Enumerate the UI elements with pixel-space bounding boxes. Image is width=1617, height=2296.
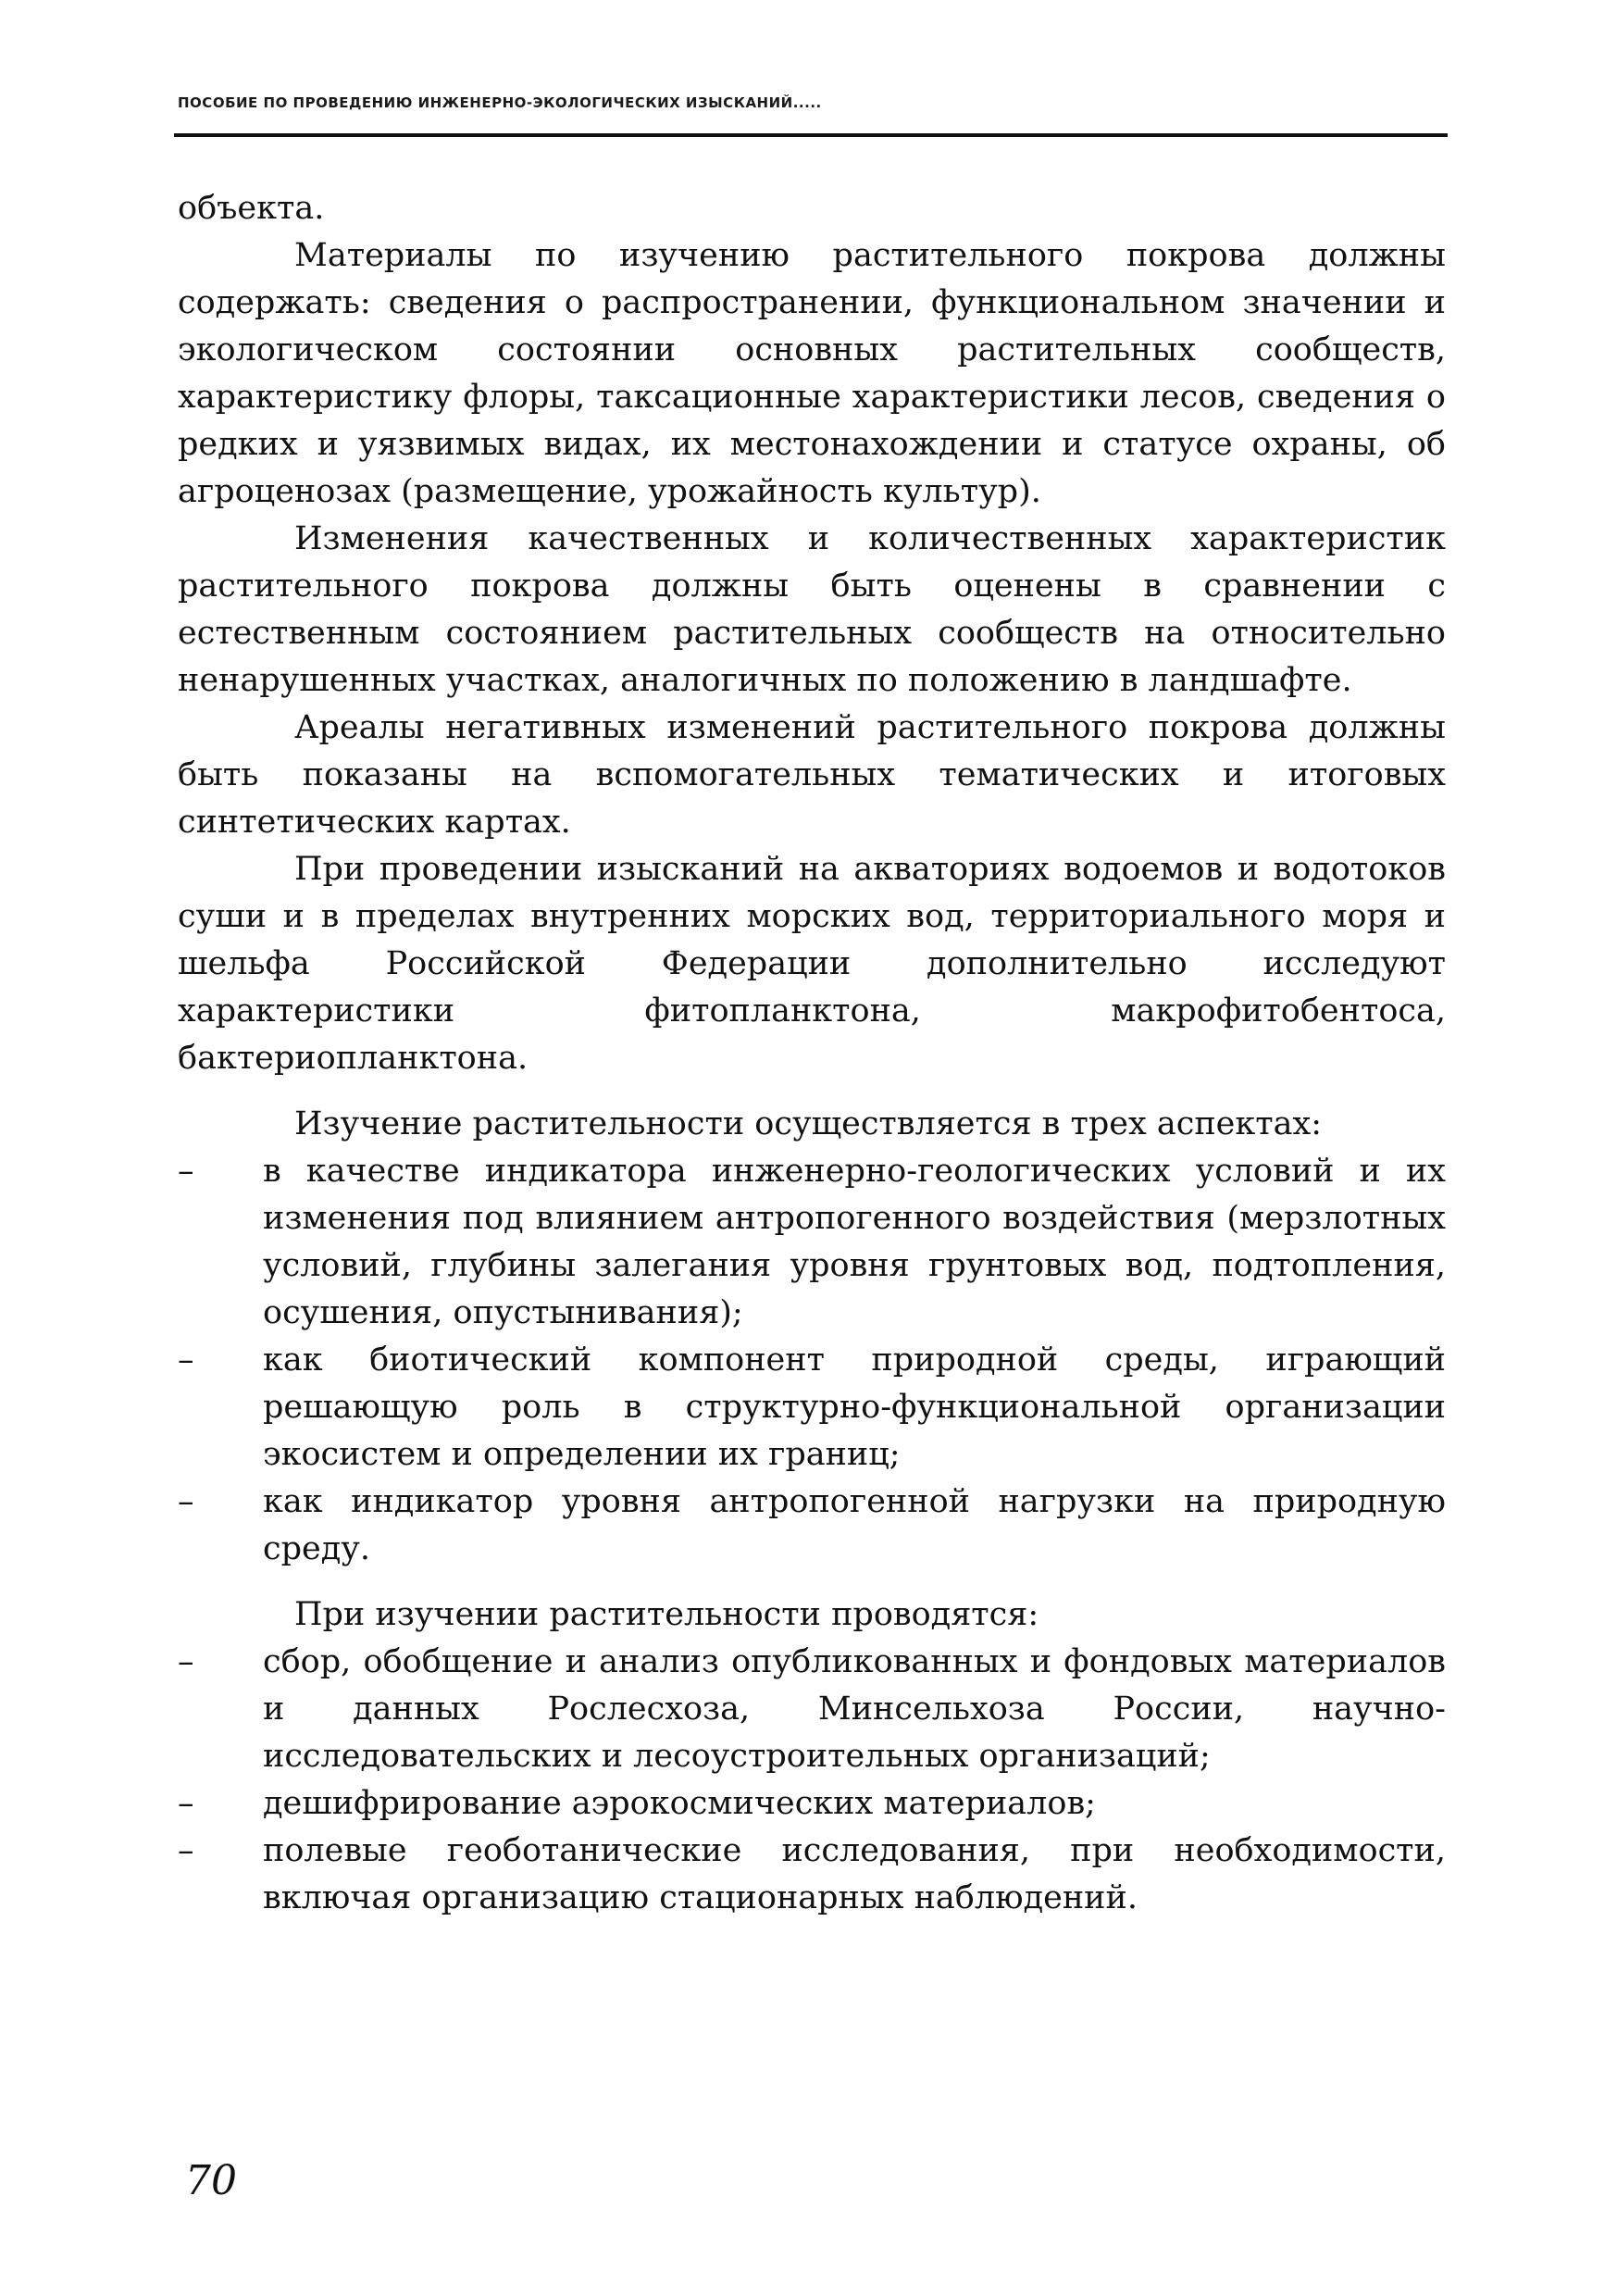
list-item bbox=[178, 1337, 1446, 1479]
section-gap bbox=[178, 1573, 1446, 1591]
header-divider bbox=[174, 133, 1448, 137]
list-item-text: как биотический компонент природной среды, играющий решающую роль в структурно-функциональной организации экосистем и определении их границ; bbox=[263, 1341, 1446, 1473]
list-item bbox=[178, 1148, 1446, 1337]
list-item-text: полевые геоботанические исследования, при необходимости, включая организацию стационарных наблюдений. bbox=[263, 1832, 1446, 1916]
running-header: ПОСОБИЕ ПО ПРОВЕДЕНИЮ ИНЖЕНЕРНО-ЭКОЛОГИЧЕСКИХ ИЗЫСКАНИЙ..... bbox=[178, 94, 822, 111]
procedures-list bbox=[178, 1639, 1446, 1922]
list-item-text: сбор, обобщение и анализ опубликованных и фондовых материалов и данных Рослесхоза, Минсельхоза России, научно-исследовательских и лесоустроительных организаций; bbox=[263, 1643, 1446, 1775]
aspects-intro: Изучение растительности осуществляется в трех аспектах: bbox=[294, 1105, 1323, 1142]
paragraph-negative-areas: Ареалы негативных изменений растительного покрова должны быть показаны на вспомогательных тематических и итоговых синтетических картах. bbox=[178, 709, 1446, 841]
page-number: 70 bbox=[185, 2157, 237, 2204]
paragraph-changes-assessment: Изменения качественных и количественных характеристик растительного покрова должны быть оценены в сравнении с естественным состоянием растительных сообществ на относительно ненарушенных участках, аналогичных по положению в ландшафте. bbox=[178, 520, 1446, 699]
dash-bullet: – bbox=[178, 1483, 194, 1520]
list-item-text: как индикатор уровня антропогенной нагрузки на природную среду. bbox=[263, 1483, 1446, 1567]
dash-bullet: – bbox=[178, 1153, 194, 1190]
list-item bbox=[178, 1479, 1446, 1573]
dash-bullet: – bbox=[178, 1832, 194, 1869]
aspects-list bbox=[178, 1148, 1446, 1573]
section-gap bbox=[178, 1082, 1446, 1101]
list-item bbox=[178, 1828, 1446, 1922]
dash-bullet: – bbox=[178, 1643, 194, 1680]
continuation-text: объекта. bbox=[178, 190, 325, 227]
paragraph-vegetation-materials: Материалы по изучению растительного покрова должны содержать: сведения о распространении, функциональном значении и экологическом состоянии основных растительных сообществ, характеристику флоры, таксационные характеристики лесов, сведения о редких и уязвимых видах, их местонахождении и статусе охраны, об агроценозах (размещение, урожайность культур). bbox=[178, 237, 1446, 510]
list-item-text: в качестве индикатора инженерно-геологических условий и их изменения под влиянием антропогенного воздействия (мерзлотных условий, глубины залегания уровня грунтовых вод, подтопления, осушения, опустынивания); bbox=[263, 1153, 1446, 1331]
procedures-intro: При изучении растительности проводятся: bbox=[294, 1596, 1039, 1633]
list-item bbox=[178, 1639, 1446, 1780]
paragraph-water-areas: При проведении изысканий на акваториях водоемов и водотоков суши и в пределах внутренних морских вод, территориального моря и шельфа Российской Федерации дополнительно исследуют характеристики фитопланктона, макрофитобентоса, бактериопланктона. bbox=[178, 851, 1446, 1077]
list-item bbox=[178, 1780, 1446, 1828]
dash-bullet: – bbox=[178, 1785, 194, 1822]
list-item-text: дешифрирование аэрокосмических материалов; bbox=[263, 1785, 1096, 1822]
dash-bullet: – bbox=[178, 1341, 194, 1379]
page-body bbox=[178, 185, 1446, 1922]
